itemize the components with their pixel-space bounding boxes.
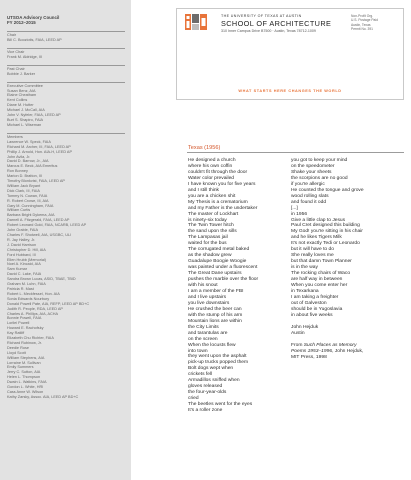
poem-line: are half way in between (291, 277, 343, 283)
source-subtitle: Poems 1953–1996 (291, 348, 333, 354)
poem-line: Paul Cret designed this building (291, 223, 360, 229)
council-member: Ford Hubbard, III (7, 252, 36, 257)
council-member: John V. Nyfeler, FAIA, LEED AP (7, 113, 61, 118)
poem-line: When the locusts flew (188, 342, 236, 348)
council-member: Michael J. McCall, AIA (7, 108, 45, 113)
poem-line: Shake your sheets (291, 169, 332, 175)
divider (7, 48, 125, 49)
council-member: R. Robert Crowe, III, AIA (7, 198, 49, 203)
advisory-council-sidebar (0, 0, 131, 480)
school-name: SCHOOL OF ARCHITECTURE (221, 19, 332, 28)
poem-line: My God! you're sitting in his chair (291, 229, 363, 235)
council-member: Emily Summers (7, 365, 34, 370)
council-section (7, 31, 125, 43)
council-section (7, 133, 125, 400)
poem-line: into town (188, 348, 208, 354)
poem-line: The beetles went for the eyes (188, 402, 253, 408)
divider (7, 31, 125, 32)
poem-line: in 1956 (291, 211, 308, 217)
poem-line: The corrugated metal baked (188, 247, 250, 253)
poem-line: I am taking a freighter (291, 294, 339, 300)
council-member: Dick Clark, III, FAIA (7, 188, 40, 193)
poem-line: Mountain lions are within (188, 318, 242, 324)
council-member: R. Jay Halley, Jr. (7, 237, 36, 242)
council-member: William Jack Bryant (7, 183, 41, 188)
council-member: Lloyd Scott (7, 350, 26, 355)
poem-line: and tarantulas are (188, 330, 228, 336)
newsletter-page (131, 0, 411, 480)
poem-line: The Great Dane upstairs (188, 271, 242, 277)
poem-line: crickets fell (188, 372, 213, 378)
poem-column-1 (188, 158, 284, 414)
council-member: Lorilei Powell (7, 321, 30, 326)
divider (7, 82, 125, 83)
council-member: Dwain L. Watkins, FAIA (7, 380, 47, 385)
poem-line: It's not exactly Tedi or Leonardo (291, 241, 360, 247)
council-member: Kent Collins (7, 98, 28, 103)
poem-line: pick-up trucks popped them (188, 360, 249, 366)
council-member: Kathy Zarsky, Assoc. AIA, LEED AP BD+C (7, 394, 79, 399)
poem-line: you are a chicken shit (188, 193, 236, 199)
tagline: WHAT STARTS HERE CHANGES THE WORLD (238, 89, 342, 93)
council-member: J. David Harrison (7, 242, 37, 247)
divider (7, 65, 125, 66)
poem-line: Give a little clap to Jesus (291, 217, 346, 223)
poem-line: with his snout (188, 283, 218, 289)
poem-line: should be in Yugoslavia (291, 306, 343, 312)
poem-line: the four-year-olds (188, 390, 227, 396)
poem-line: Water color prevailed (188, 175, 235, 181)
sidebar-fiscal-years: FY 2012–2015 (7, 20, 36, 26)
council-member: Christopher D. Hill, AIA (7, 247, 46, 252)
poem-line: couldn't fit through the door (188, 169, 248, 175)
poem-line: The rocking chairs of Waco (291, 271, 351, 277)
poem-title: Texas (1956) (188, 145, 221, 151)
poem-line: in Texarkana (291, 288, 319, 294)
council-member: William Curtis (7, 208, 31, 213)
poem-line: and he likes Tigers Milk (291, 235, 342, 241)
poem-place: Austin (291, 330, 305, 336)
council-section (7, 65, 125, 77)
poem-line: I have known you for five years (188, 181, 256, 187)
council-section (7, 48, 125, 60)
council-member: Frank M. Aldridge, III (7, 54, 43, 59)
council-section-heading: Past Chair (7, 66, 25, 71)
source-author: , John Hejduk, (332, 348, 364, 354)
council-member: Noel A. Kincaid, AIA (7, 262, 41, 267)
postage-line: Permit No. 391 (351, 26, 373, 31)
postage-indicia (351, 14, 378, 31)
council-member: Charles F. Shotwell, AIA, USGBC, ULI (7, 233, 72, 237)
source-publisher: MIT Press, 1998 (291, 354, 327, 360)
council-member: Elizabeth Chu Richter, FAIA (7, 336, 54, 341)
council-member: Ron Bonney (7, 169, 28, 174)
poem-line: cried (188, 396, 199, 402)
council-member: Phillip J. Arnold, Hon. AIA-H, LEED AP (7, 149, 72, 154)
poem-line: gloves released (188, 384, 223, 390)
council-member: David C. Lake, FAIA (7, 272, 42, 277)
council-section (7, 82, 125, 128)
poem-line: in about five weeks (291, 312, 333, 318)
mailing-panel (176, 8, 404, 100)
poem-line: Guadalupe Boogie Woogie (188, 259, 247, 265)
poem-line: where his own coffin (188, 163, 233, 169)
sidebar-title: UTSOA Advisory Council (7, 15, 60, 20)
council-member: Sandra Brown Lucas, ASID, TBAE, TBID (7, 277, 76, 282)
poem-line: is ninety-six today (188, 217, 227, 223)
poem-line: you live downstairs (188, 300, 230, 306)
council-member: Lawrence W. Speck, FAIA (7, 139, 51, 144)
source-title: Such Places as Memory (303, 342, 357, 348)
council-member: Richard M. Archer, III, FAIA, LEED AP (7, 144, 71, 149)
poem-line: on the speedometer (291, 163, 335, 169)
university-name: THE UNIVERSITY OF TEXAS AT AUSTIN (221, 14, 302, 18)
poem-line: He counted the tongue and grove (291, 187, 364, 193)
poem-line: with the stump of his arm (188, 312, 243, 318)
council-member: Patricia R. Mast (7, 286, 34, 291)
poem-line: The master of Lockhart (188, 211, 239, 217)
divider (7, 133, 125, 134)
council-member: Bonnie Powell, FAIA (7, 316, 42, 321)
council-member: Deedie Rose (7, 345, 29, 350)
council-member: Judith R. People, RDA, LEED AP (7, 306, 63, 311)
poem-line: was painted under a fluorescent (188, 265, 258, 271)
council-member: Bobbie J. Barker (7, 71, 36, 76)
poem-column-2 (291, 158, 403, 361)
school-address: 310 Inner Campus Drive B7500 · Austin, Texas 78712-1009 (221, 29, 316, 33)
council-member: Marcus E. Beck, AIA Emeritus (7, 164, 58, 169)
poem-line: and I still think (188, 187, 219, 193)
poem-line: pushes the marble over the floor (188, 277, 259, 283)
poem-line: He crushed the beer can (188, 306, 242, 312)
council-member: Gary M. Cunningham, FAIA (7, 203, 54, 208)
poem-line: the City Limits (188, 324, 219, 330)
poem-line: It's a roller zone (188, 408, 223, 414)
poem-line: they went upon the asphalt (188, 354, 247, 360)
council-member: John Grable, FAIA (7, 228, 39, 233)
council-member: Sonia Edwards Nourbury (7, 296, 50, 301)
poem-line: Bolt dogs wept when (188, 366, 234, 372)
ut-school-logo (185, 14, 207, 30)
council-member: Elaine Cheatham (7, 93, 37, 98)
council-member: Graham M. Luhn, FAIA (7, 282, 46, 287)
council-member: Susan Benz, AIA (7, 88, 36, 93)
council-member: Michael L. Wiseman (7, 122, 42, 127)
council-member: Marion D. Bratton, III (7, 174, 43, 179)
poem-line: but it will have to do (291, 247, 334, 253)
council-member: William Stephens, AIA (7, 355, 45, 360)
council-member: Charles A. Phillips, AIA, ACHA (7, 311, 59, 316)
council-member: Robert Leonard Gold, FAIA, NCARB, LEED AP (7, 223, 87, 228)
poem-line: is in the way (291, 265, 318, 271)
poem-line: Armadillos sniffed when (188, 378, 240, 384)
poem-line: She really loves me (291, 253, 334, 259)
council-member: Ellen Hrubb (Memorial) (7, 257, 47, 262)
postage-line: Non-Profit Org. (351, 14, 374, 18)
poem-line: and my Father is the undertaker (188, 205, 258, 211)
council-member: Diane M. Hutter (7, 103, 34, 108)
council-member: Timothy Blonkvist, FAIA, LEED AP (7, 179, 65, 184)
council-member: Burt S. Shapiro, FAIA (7, 117, 44, 122)
council-member: Sam Kumar (7, 267, 28, 272)
poem-line: and I live upstairs (188, 294, 227, 300)
postage-line: Austin, Texas (351, 22, 371, 27)
council-member: David D. Barrow, Jr., AIA (7, 159, 49, 164)
council-section-heading: Members (7, 134, 23, 139)
divider (187, 152, 404, 153)
poem-line: My Thesis is a crematorium (188, 199, 248, 205)
poem-line: on the screen (188, 336, 218, 342)
poem-author: John Hejduk (291, 324, 319, 330)
poem-line: The Lampasas jail (188, 235, 228, 241)
poem-line: you got to keep your mind (291, 158, 348, 163)
poem-source (291, 343, 403, 361)
poem-line: but that damn Town Planner (291, 259, 352, 265)
council-section-heading: Chair (7, 32, 17, 37)
poem-line: I am a member of the FBI (188, 288, 244, 294)
poem-line: The Twin Tower hitch (188, 223, 234, 229)
council-member: Howard E. Rachofsky (7, 326, 44, 331)
source-prefix: From (291, 342, 304, 348)
council-member: John Avila, Jr. (7, 154, 31, 159)
council-member: Bill C. Booziotis, FAIA, LEED AP (7, 37, 62, 42)
council-member: Gordon L. White, HRI (7, 385, 44, 390)
council-member: Richard Rubinow, Jr. (7, 340, 42, 345)
poem-line: as the shadow grew (188, 253, 232, 259)
poem-line: the scorpions are no good (291, 175, 348, 181)
poem-line: out of Galveston (291, 300, 327, 306)
council-member: Jerry C. Sutton, AIA (7, 370, 41, 375)
council-member: Cass Anne W. Wilson (7, 390, 44, 394)
council-member: Helen L. Thompson (7, 375, 41, 380)
council-section-heading: Vice Chair (7, 49, 25, 54)
council-section-heading: Executive Committee (7, 83, 43, 88)
poem-line: wood rolling slats (291, 193, 329, 199)
council-member: Barbara Bright Dykema, AIA (7, 213, 55, 218)
postage-line: U.S. Postage Paid (351, 18, 378, 23)
poem-line: He designed a church (188, 158, 236, 163)
poem-signature (291, 325, 403, 337)
council-member: Kay Ratliff (7, 331, 25, 336)
poem-line: and found it odd (291, 199, 327, 205)
council-member: Donald Powell Pate, AIA, REFP, LEED AP BD+C (7, 301, 90, 306)
council-member: Tommy N. Cowan, FAIA (7, 193, 48, 198)
council-member: Lorraine M. Sullivan (7, 360, 41, 365)
poem-line: waited for the bus (188, 241, 227, 247)
poem-line: if you're allergic (291, 181, 325, 187)
poem-line: [...] (291, 205, 298, 211)
poem-line: When you come enter her (291, 283, 348, 289)
poem-line: the sand upon the sills (188, 229, 237, 235)
council-member: Robert L. Meckfessel, Hon. AIA (7, 291, 60, 296)
council-member: Darnell A. Fitzgerald, FAIA, LEED AP (7, 218, 70, 223)
